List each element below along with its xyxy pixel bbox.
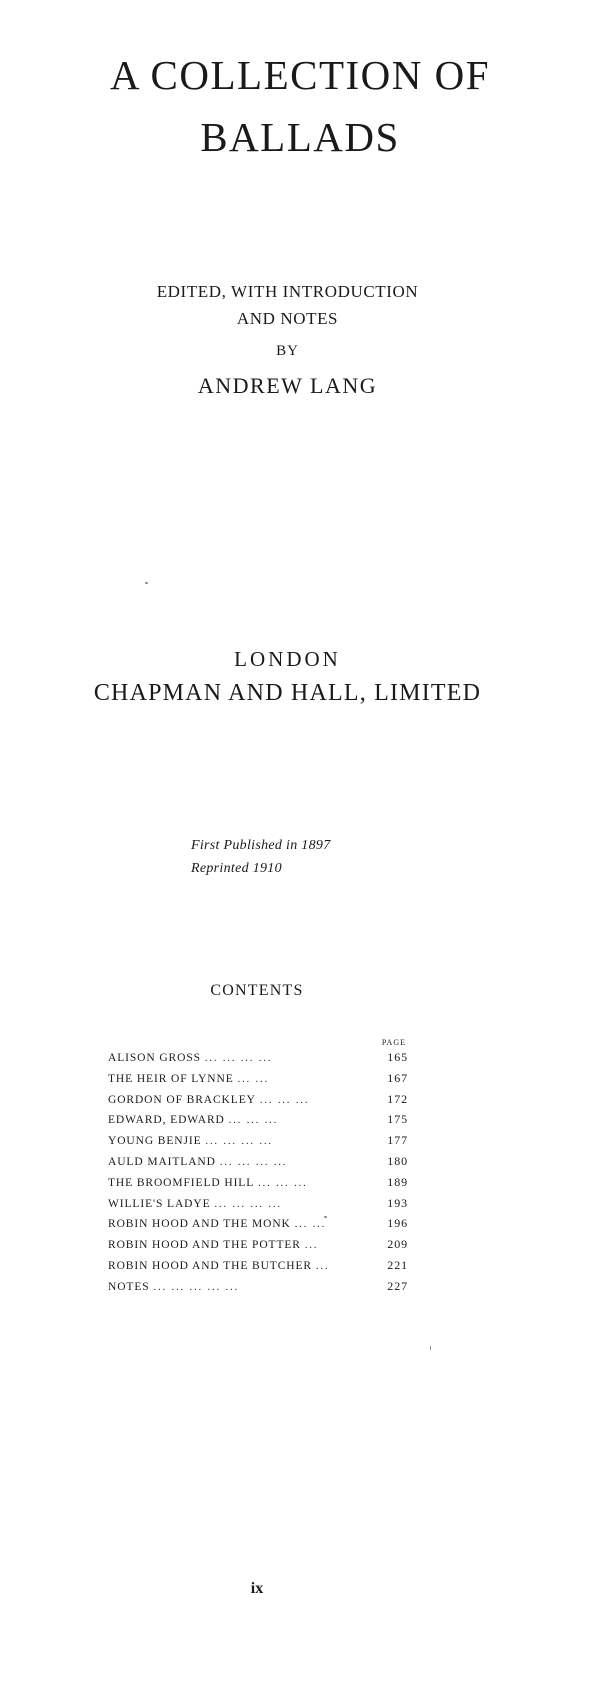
toc-entry-page: 180 — [387, 1153, 408, 1168]
publisher-city: LONDON — [234, 647, 341, 671]
toc-entry-title: AULD MAITLAND — [108, 1155, 216, 1168]
toc-entry-leader-dots: ... ... — [294, 1219, 327, 1231]
toc-entry-title: NOTES — [108, 1280, 150, 1293]
toc-entry-leader-dots: ... ... ... ... ... — [153, 1281, 240, 1293]
toc-entry-leader-dots: ... ... ... — [258, 1177, 308, 1189]
toc-entry — [108, 1050, 408, 1071]
toc-entry — [108, 1092, 408, 1113]
toc-entry-page: 175 — [387, 1112, 408, 1127]
contents-heading: CONTENTS — [210, 982, 304, 999]
toc-entry-leader-dots: ... ... ... ... — [219, 1156, 288, 1168]
toc-entry — [108, 1175, 408, 1196]
toc-entry-title: THE HEIR OF LYNNE — [108, 1072, 234, 1085]
toc-entry-page: 167 — [387, 1070, 408, 1085]
toc-entry-title: ROBIN HOOD AND THE BUTCHER — [108, 1259, 312, 1272]
toc-entry-page: 221 — [387, 1257, 408, 1272]
toc-entry-leader-dots: ... ... ... — [228, 1115, 279, 1127]
toc-entry-page: 172 — [387, 1091, 408, 1106]
toc-entry-title: ALISON GROSS — [108, 1052, 201, 1064]
reprinted-note: Reprinted 1910 — [191, 861, 282, 876]
toc-entry-leader-dots: ... ... ... ... — [214, 1198, 282, 1210]
publisher-name: CHAPMAN AND HALL, LIMITED — [93, 680, 482, 706]
book-title-line-2: BALLADS — [200, 114, 400, 160]
first-published-note: First Published in 1897 — [191, 838, 331, 853]
toc-entry-title: ROBIN HOOD AND THE MONK — [108, 1218, 291, 1231]
book-title-line-1: A COLLECTION OF — [109, 52, 491, 98]
toc-entry — [108, 1133, 408, 1154]
author-name: ANDREW LANG — [197, 373, 378, 398]
toc-entry-leader-dots: ... ... — [237, 1073, 270, 1085]
toc-entry-page: 165 — [387, 1050, 408, 1064]
by-line: BY — [276, 343, 299, 359]
toc-entry-title: EDWARD, EDWARD — [108, 1114, 225, 1127]
toc-entry-title: WILLIE'S LADYE — [108, 1197, 211, 1210]
toc-entry-title: ROBIN HOOD AND THE POTTER — [108, 1239, 301, 1252]
toc-entry-title: GORDON OF BRACKLEY — [108, 1093, 256, 1106]
toc-entry-leader-dots: ... — [316, 1260, 330, 1272]
toc-entry-page: 209 — [387, 1237, 408, 1252]
toc-entry — [108, 1071, 408, 1092]
toc-entry — [108, 1112, 408, 1133]
toc-entries — [108, 1050, 408, 1300]
edited-with-line-1: EDITED, WITH INTRODUCTION — [156, 282, 419, 301]
toc-entry-page: 193 — [387, 1195, 408, 1210]
toc-entry — [108, 1279, 408, 1300]
toc-page-column-label: PAGE — [381, 1038, 406, 1047]
toc-entry-leader-dots: ... ... ... — [259, 1094, 310, 1106]
page-number: ix — [250, 1580, 264, 1597]
toc-entry — [108, 1237, 408, 1258]
print-speck — [145, 582, 148, 584]
toc-entry-page: 177 — [387, 1133, 408, 1148]
toc-entry-title: YOUNG BENJIE — [108, 1135, 202, 1148]
toc-entry — [108, 1196, 408, 1217]
toc-entry-page: 196 — [387, 1216, 408, 1231]
toc-entry-leader-dots: ... — [304, 1240, 319, 1252]
edited-with-line-2: AND NOTES — [236, 309, 339, 328]
toc-entry — [108, 1154, 408, 1175]
toc-entry — [108, 1216, 408, 1237]
toc-entry — [108, 1258, 408, 1279]
toc-entry-leader-dots: ... ... ... ... — [204, 1053, 273, 1064]
toc-entry-title: THE BROOMFIELD HILL — [108, 1176, 255, 1189]
print-speck — [430, 1346, 431, 1350]
table-of-contents — [108, 1038, 408, 1300]
toc-entry-page: 189 — [387, 1174, 408, 1189]
toc-entry-leader-dots: ... ... ... ... — [205, 1136, 274, 1148]
toc-entry-page: 227 — [387, 1278, 408, 1293]
